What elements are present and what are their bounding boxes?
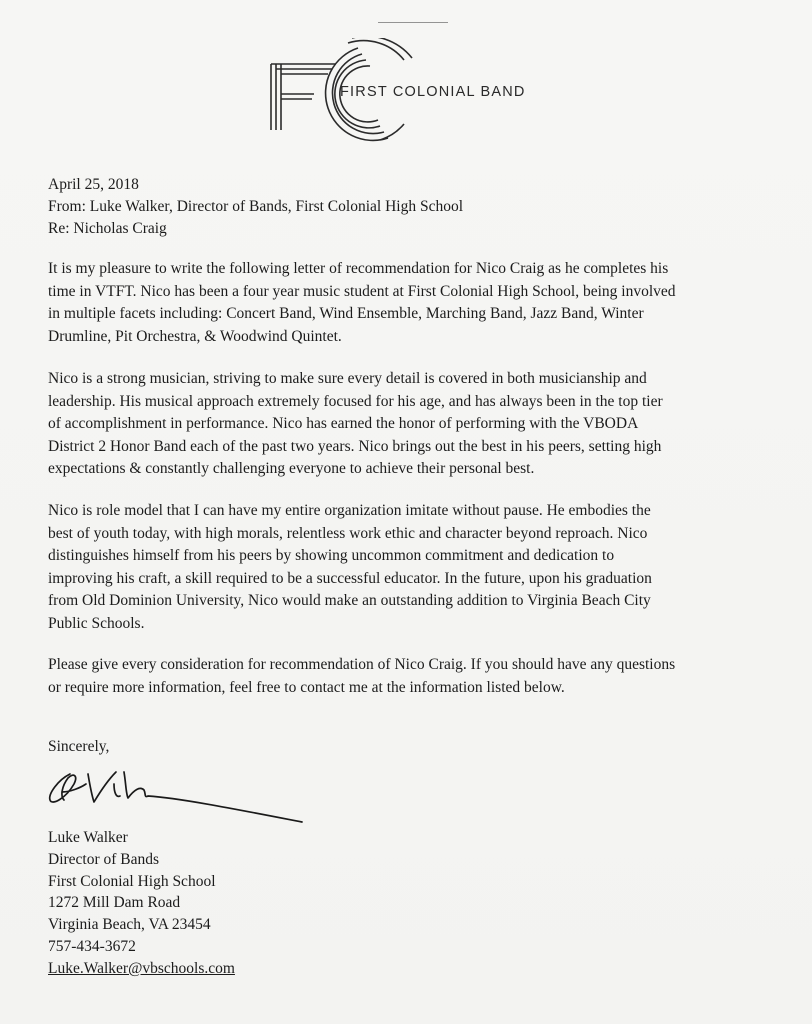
letter-from: From: Luke Walker, Director of Bands, First Colonial High School [48, 198, 464, 215]
paragraph-closing [48, 654, 776, 699]
paragraph-line: It is my pleasure to write the following letter of recommendation for Nico Craig as he completes his [48, 260, 669, 277]
paragraph-line: Nico is role model that I can have my entire organization imitate without pause. He embodies the [48, 502, 651, 519]
closing-salutation: Sincerely, [48, 738, 110, 755]
sender-name: Luke Walker [48, 829, 128, 846]
handwritten-signature [40, 762, 320, 832]
letter-subject: Re: Nicholas Craig [48, 220, 167, 237]
sender-phone: 757-434-3672 [48, 937, 136, 955]
paragraph-line: Please give every consideration for recommendation of Nico Craig. If you should have any questions [48, 656, 676, 673]
paragraph-line: time in VTFT. Nico has been a four year music student at First Colonial High School, being involved [48, 282, 676, 300]
sender-email-link[interactable]: Luke.Walker@vbschools.com [48, 959, 235, 977]
paragraph-line: Public Schools. [48, 614, 145, 632]
paragraph-line: expectations & constantly challenging everyone to achieve their personal best. [48, 460, 535, 477]
letter-date: April 25, 2018 [48, 176, 139, 193]
sender-school: First Colonial High School [48, 872, 216, 890]
paragraph-line: in multiple facets including: Concert Band, Wind Ensemble, Marching Band, Jazz Band, Winter [48, 305, 644, 322]
paragraph-line: District 2 Honor Band each of the past two years. Nico brings out the best in his peers, setting high [48, 437, 662, 455]
paragraph-line: from Old Dominion University, Nico would make an outstanding addition to Virginia Beach City [48, 592, 651, 609]
paragraph-line: Nico is a strong musician, striving to make sure every detail is covered in both musicianship and [48, 370, 647, 387]
paragraph-line: of accomplishment in performance. Nico has earned the honor of performing with the VBODA [48, 415, 639, 432]
paragraph-line: Drumline, Pit Orchestra, & Woodwind Quintet. [48, 327, 342, 345]
paragraph-line: best of youth today, with high morals, relentless work ethic and character beyond reproach. Nico [48, 524, 648, 542]
brand-name: FIRST COLONIAL BAND [340, 84, 526, 100]
sender-street: 1272 Mill Dam Road [48, 894, 181, 912]
paragraph-character [48, 500, 776, 635]
paragraph-line: improving his craft, a skill required to be a successful educator. In the future, upon his graduation [48, 569, 652, 587]
top-rule-divider [378, 22, 448, 23]
letterhead [262, 38, 562, 150]
sender-block [48, 827, 235, 980]
sender-city: Virginia Beach, VA 23454 [48, 916, 211, 934]
paragraph-intro [48, 258, 776, 348]
sender-title: Director of Bands [48, 850, 160, 868]
paragraph-line: distinguishes himself from his peers by showing uncommon commitment and dedication to [48, 547, 615, 564]
letter-header [48, 174, 463, 240]
paragraph-musicianship [48, 368, 776, 481]
paragraph-line: leadership. His musical approach extremely focused for his age, and has always been in the top tier [48, 392, 663, 410]
paragraph-line: or require more information, feel free to contact me at the information listed below. [48, 678, 565, 696]
